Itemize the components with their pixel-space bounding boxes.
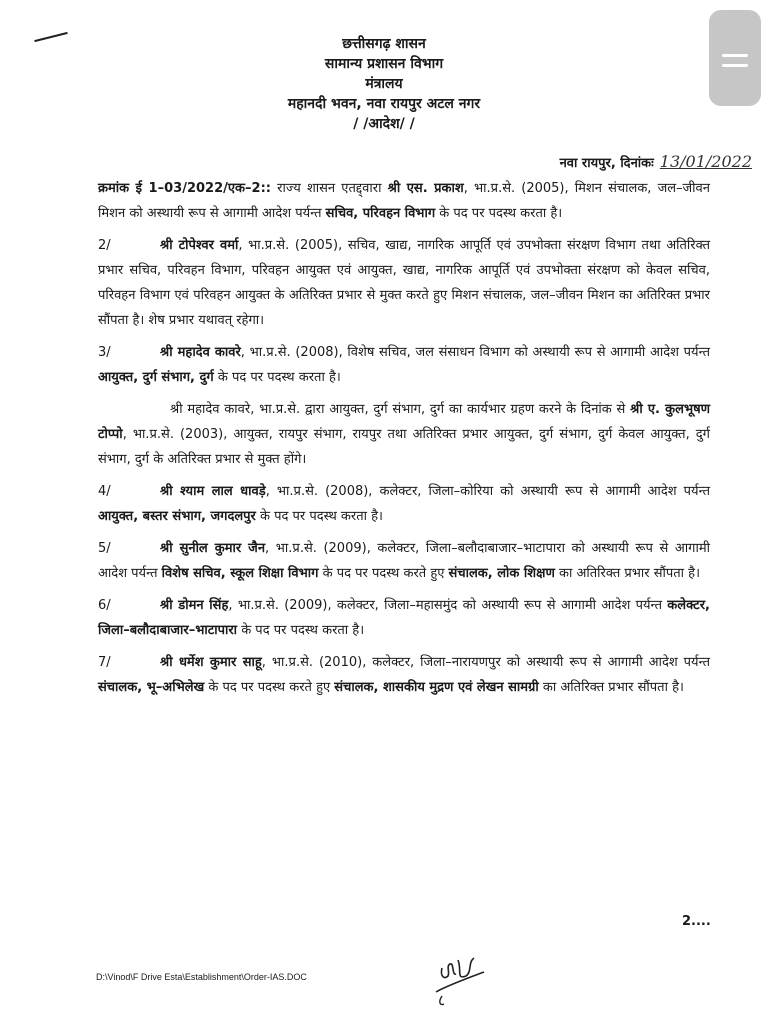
text: श्री महादेव कावरे, भा.प्र.से. द्वारा आयुक्त, दुर्ग संभाग, दुर्ग का कार्यभार ग्रहण करने के दिनांक से bbox=[170, 402, 631, 417]
posting: सचिव, परिवहन विभाग bbox=[325, 206, 436, 221]
text: , भा.प्र.से. (2003), आयुक्त, रायपुर संभाग, रायपुर तथा अतिरिक्त प्रभार आयुक्त, दुर्ग संभाग, दुर्ग केवल आयुक्त, दुर्ग संभाग, दुर्ग के अतिरिक्त प्रभार से मुक्त होंगे। bbox=[98, 427, 710, 467]
text: के पद पर पदस्थ करता है। bbox=[237, 623, 365, 638]
paragraph-5 bbox=[98, 536, 710, 586]
officer-name: श्री महादेव कावरे bbox=[160, 345, 241, 360]
department-name: सामान्य प्रशासन विभाग bbox=[324, 56, 444, 72]
posting: संचालक, भू–अभिलेख bbox=[98, 680, 205, 695]
text: , भा.प्र.से. (2010), कलेक्टर, जिला–नारायणपुर को अस्थायी रूप से आगामी आदेश पर्यन्त bbox=[261, 655, 711, 670]
posting: आयुक्त, दुर्ग संभाग, दुर्ग bbox=[98, 370, 214, 385]
posting: विशेष सचिव, स्कूल शिक्षा विभाग bbox=[161, 566, 319, 581]
date-label: नवा रायपुर, दिनांकः bbox=[559, 156, 654, 171]
officer-name: श्री श्याम लाल धावड़े bbox=[160, 484, 266, 499]
text: , भा.प्र.से. (2009), कलेक्टर, जिला–महासमुंद को अस्थायी रूप से आगामी आदेश पर्यन्त bbox=[228, 598, 668, 613]
text: के पद पर पदस्थ करते हुए bbox=[318, 566, 449, 581]
paragraph-3b bbox=[98, 397, 710, 472]
text: , भा.प्र.से. (2008), कलेक्टर, जिला–कोरिया को अस्थायी रूप से आगामी आदेश पर्यन्त bbox=[265, 484, 710, 499]
order-heading: / /आदेश/ / bbox=[353, 116, 415, 132]
order-number: क्रमांक ई 1–03/2022/एक–2:: bbox=[98, 181, 271, 196]
para-number: 5/ bbox=[98, 541, 111, 556]
paragraph-7 bbox=[98, 650, 710, 700]
page-continuation: 2.... bbox=[682, 914, 711, 929]
date-line bbox=[560, 152, 752, 171]
paragraph-2 bbox=[98, 233, 710, 333]
handwritten-date: 13/01/2022 bbox=[659, 152, 752, 171]
order-body bbox=[98, 176, 710, 707]
ministry-label: मंत्रालय bbox=[365, 76, 403, 92]
officer-name: श्री डोमन सिंह bbox=[160, 598, 229, 613]
para-number: 2/ bbox=[98, 238, 111, 253]
text: का अतिरिक्त प्रभार सौंपता है। bbox=[538, 680, 684, 695]
signature-icon bbox=[428, 946, 490, 1008]
officer-name: श्री एस. प्रकाश bbox=[387, 181, 464, 196]
paragraph-1 bbox=[98, 176, 710, 226]
office-address: महानदी भवन, नवा रायपुर अटल नगर bbox=[287, 96, 481, 112]
text: , भा.प्र.से. (2005), मिशन संचालक, जल–जीवन मिशन को अस्थायी रूप से आगामी आदेश पर्यन्त bbox=[98, 181, 710, 221]
para-number: 3/ bbox=[98, 345, 111, 360]
letterhead bbox=[0, 34, 768, 134]
para-number: 7/ bbox=[98, 655, 111, 670]
text: के पद पर पदस्थ करता है। bbox=[255, 509, 383, 524]
officer-name: श्री धर्मेश कुमार साहू bbox=[160, 655, 262, 670]
text: , भा.प्र.से. (2005), सचिव, खाद्य, नागरिक आपूर्ति एवं उपभोक्ता संरक्षण विभाग तथा अतिरिक्त प्रभार सचिव, परिवहन विभाग, परिवहन आयुक्त एवं आयुक्त, खाद्य, नागरिक आपूर्ति एवं उपभोक्ता संरक्षण को केवल सचिव, परिवहन विभाग एवं परिवहन आयुक्त के अतिरिक्त प्रभार से मुक्त करते हुए मिशन संचालक, जल–जीवन मिशन का अतिरिक्त प्रभार सौंपता है। शेष प्रभार यथावत् रहेगा। bbox=[98, 238, 710, 328]
posting: आयुक्त, बस्तर संभाग, जगदलपुर bbox=[98, 509, 256, 524]
officer-name: श्री सुनील कुमार जैन bbox=[160, 541, 266, 556]
officer-name: श्री टोपेश्वर वर्मा bbox=[160, 238, 239, 253]
posting: कलेक्टर, जिला–बलौदाबाजार–भाटापारा bbox=[98, 598, 710, 638]
additional-charge: संचालक, लोक शिक्षण bbox=[448, 566, 555, 581]
paragraph-4 bbox=[98, 479, 710, 529]
text: का अतिरिक्त प्रभार सौंपता है। bbox=[554, 566, 700, 581]
officer-name: श्री ए. कुलभूषण टोप्पो bbox=[98, 402, 710, 442]
para-number: 4/ bbox=[98, 484, 111, 499]
additional-charge: संचालक, शासकीय मुद्रण एवं लेखन सामग्री bbox=[334, 680, 539, 695]
text: , भा.प्र.से. (2009), कलेक्टर, जिला–बलौदाबाजार–भाटापारा को अस्थायी रूप से आगामी आदेश पर्यन्त bbox=[98, 541, 710, 581]
text: के पद पर पदस्थ करता है। bbox=[435, 206, 563, 221]
text: , भा.प्र.से. (2008), विशेष सचिव, जल संसाधन विभाग को अस्थायी रूप से आगामी आदेश पर्यन्त bbox=[240, 345, 710, 360]
paragraph-3 bbox=[98, 340, 710, 390]
text: के पद पर पदस्थ करते हुए bbox=[204, 680, 335, 695]
text: के पद पर पदस्थ करता है। bbox=[213, 370, 341, 385]
file-path: D:\Vinod\F Drive Esta\Establishment\Order-IAS.DOC bbox=[96, 972, 307, 982]
text: राज्य शासन एतद्द्वारा bbox=[271, 181, 388, 196]
para-number: 6/ bbox=[98, 598, 111, 613]
govt-name: छत्तीसगढ़ शासन bbox=[342, 36, 426, 52]
paragraph-6 bbox=[98, 593, 710, 643]
